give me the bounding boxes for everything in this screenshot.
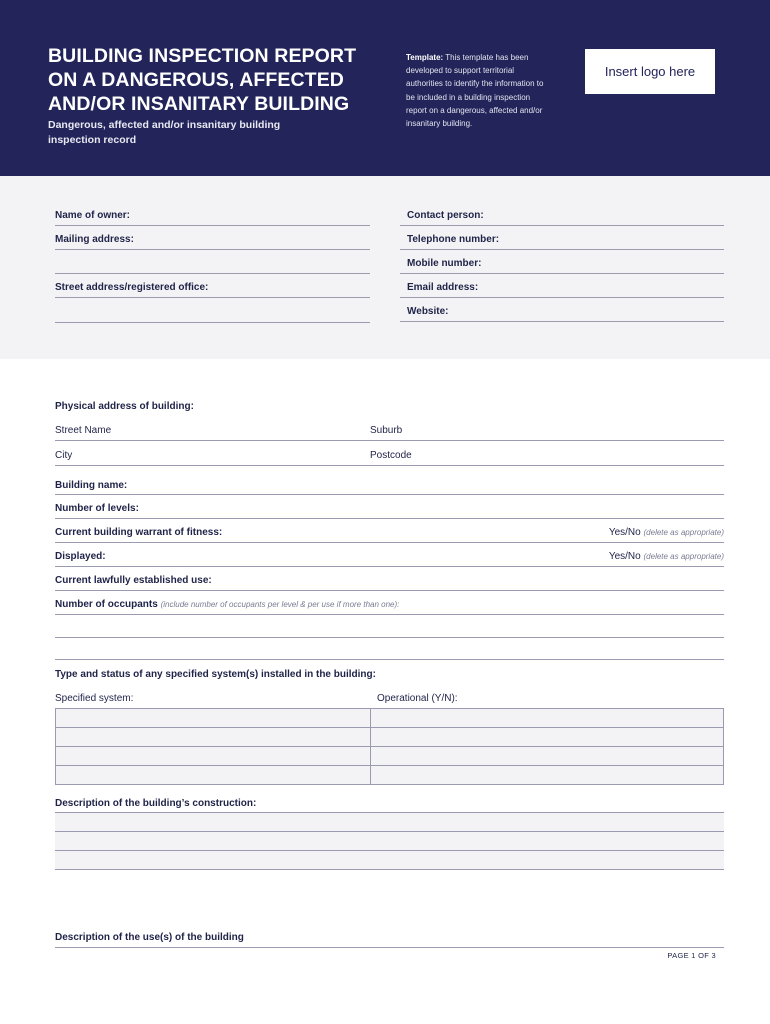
- lawful-use-field[interactable]: [55, 590, 724, 591]
- warrant-yes-no[interactable]: [609, 527, 724, 538]
- number-of-levels-label: Number of levels:: [55, 503, 139, 514]
- building-name-label: Building name:: [55, 480, 128, 491]
- displayed-delete-hint: (delete as appropriate): [643, 552, 724, 561]
- page-subtitle: Dangerous, affected and/or insanitary building inspection record: [48, 119, 281, 146]
- operational-cell[interactable]: [371, 709, 724, 728]
- lawful-use-label: Current lawfully established use:: [55, 575, 212, 586]
- logo-placeholder-text: Insert logo here: [604, 64, 696, 79]
- name-of-owner-field[interactable]: [55, 225, 370, 226]
- street-address-label: Street address/registered office:: [55, 282, 209, 293]
- occupants-field-3[interactable]: [55, 659, 724, 660]
- occupants-hint: (include number of occupants per level & per use if more than one):: [160, 600, 400, 609]
- specified-system-cell[interactable]: [56, 728, 371, 747]
- warrant-of-fitness-field[interactable]: [55, 542, 724, 543]
- city-label: City: [55, 450, 73, 461]
- construction-line-4: [55, 869, 724, 870]
- template-note-text: This template has been developed to support territorial authorities to identify the information to be included in a building inspection report on a dangerous, affected and/or insanitary building.: [406, 53, 544, 129]
- page-number: PAGE 1 OF 3: [667, 951, 716, 960]
- specified-system-cell[interactable]: [56, 747, 371, 766]
- warrant-delete-hint: (delete as appropriate): [643, 528, 724, 537]
- construction-line-1: [55, 812, 724, 813]
- template-note: [406, 51, 546, 130]
- table-row: [56, 747, 724, 766]
- construction-line-3: [55, 850, 724, 851]
- street-suburb-field[interactable]: [55, 440, 724, 441]
- specified-system-cell[interactable]: [56, 709, 371, 728]
- contact-person-field[interactable]: [400, 225, 724, 226]
- table-row: [56, 766, 724, 785]
- specified-system-cell[interactable]: [56, 766, 371, 785]
- mailing-address-field[interactable]: [55, 249, 370, 250]
- construction-field[interactable]: [55, 812, 724, 870]
- building-name-field[interactable]: [55, 494, 724, 495]
- email-field[interactable]: [400, 297, 724, 298]
- warrant-of-fitness-label: Current building warrant of fitness:: [55, 527, 223, 538]
- construction-heading: Description of the building’s construction:: [55, 798, 257, 809]
- telephone-field[interactable]: [400, 249, 724, 250]
- physical-address-heading: Physical address of building:: [55, 401, 194, 412]
- suburb-label: Suburb: [370, 425, 403, 436]
- street-address-field-2[interactable]: [55, 322, 370, 323]
- mailing-address-field-2[interactable]: [55, 273, 370, 274]
- displayed-yes-no[interactable]: [609, 551, 724, 562]
- number-of-levels-field[interactable]: [55, 518, 724, 519]
- uses-field[interactable]: [55, 947, 724, 948]
- displayed-label: Displayed:: [55, 551, 106, 562]
- city-postcode-field[interactable]: [55, 465, 724, 466]
- street-name-label: Street Name: [55, 425, 112, 436]
- uses-heading: Description of the use(s) of the building: [55, 932, 244, 943]
- systems-heading: Type and status of any specified system(s) installed in the building:: [55, 669, 376, 680]
- occupants-field-1[interactable]: [55, 614, 724, 615]
- contact-person-label: Contact person:: [407, 210, 484, 221]
- occupants-label: [55, 599, 399, 610]
- website-field[interactable]: [400, 321, 724, 322]
- displayed-yes-no-text: Yes/No: [608, 551, 641, 562]
- specified-system-column-header: Specified system:: [55, 693, 134, 704]
- street-address-field[interactable]: [55, 297, 370, 298]
- logo-placeholder: [585, 49, 715, 94]
- operational-cell[interactable]: [371, 728, 724, 747]
- email-label: Email address:: [407, 282, 479, 293]
- displayed-field[interactable]: [55, 566, 724, 567]
- header-banner: [0, 0, 770, 176]
- occupants-field-2[interactable]: [55, 637, 724, 638]
- owner-section: [0, 176, 770, 359]
- table-row: [56, 728, 724, 747]
- mobile-label: Mobile number:: [407, 258, 482, 269]
- page-title: BUILDING INSPECTION REPORT ON A DANGEROUS, AFFECTED AND/OR INSANITARY BUILDING: [48, 45, 357, 115]
- telephone-label: Telephone number:: [407, 234, 500, 245]
- name-of-owner-label: Name of owner:: [55, 210, 131, 221]
- operational-cell[interactable]: [371, 766, 724, 785]
- construction-line-2: [55, 831, 724, 832]
- occupants-label-text: Number of occupants: [55, 599, 158, 610]
- specified-systems-table: [55, 708, 724, 785]
- table-row: [56, 709, 724, 728]
- website-label: Website:: [407, 306, 449, 317]
- operational-cell[interactable]: [371, 747, 724, 766]
- operational-column-header: Operational (Y/N):: [377, 693, 458, 704]
- mailing-address-label: Mailing address:: [55, 234, 134, 245]
- template-note-label: Template:: [406, 53, 444, 62]
- mobile-field[interactable]: [400, 273, 724, 274]
- warrant-yes-no-text: Yes/No: [608, 527, 641, 538]
- postcode-label: Postcode: [370, 450, 412, 461]
